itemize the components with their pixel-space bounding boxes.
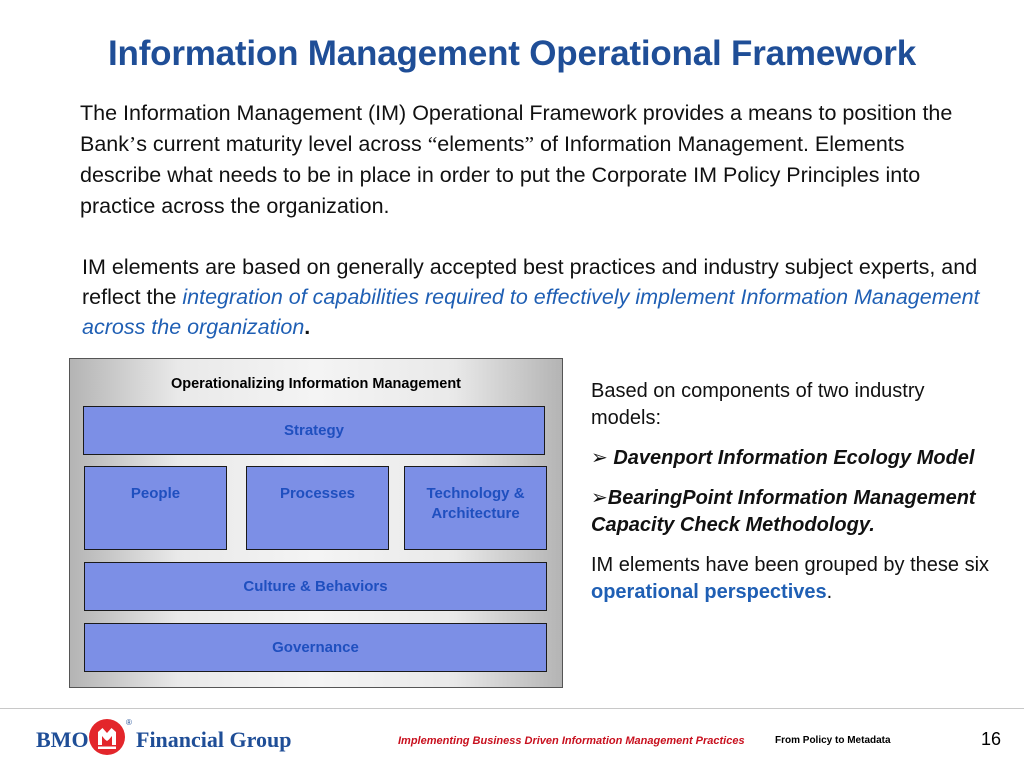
right-quote: ” bbox=[524, 132, 535, 156]
elements-emphasis: integration of capabilities required to effectively implement Information Management across the organization bbox=[82, 285, 980, 339]
culture-behaviors-box bbox=[84, 562, 547, 611]
left-quote: “ bbox=[427, 132, 438, 156]
elements-paragraph bbox=[82, 252, 992, 342]
outro-period: . bbox=[826, 581, 833, 603]
models-outro bbox=[591, 552, 996, 606]
page-number: 16 bbox=[981, 729, 1002, 749]
elements-text-a: IM elements are based on generally accepted best practices and industry subject experts, and reflect the bbox=[82, 255, 978, 309]
intro-text-c: of Information Management. Elements describe what needs to be in place in order to put the Corporate IM Policy Principles into practice across the organization. bbox=[80, 132, 921, 218]
bearingpoint-model: BearingPoint Information Management Capacity Check Methodology. bbox=[591, 487, 976, 536]
models-intro: Based on components of two industry models: bbox=[591, 380, 925, 429]
slide-title: Information Management Operational Framework bbox=[107, 34, 916, 73]
people-box bbox=[84, 466, 227, 550]
strategy-box bbox=[83, 406, 545, 455]
elements-period: . bbox=[304, 315, 311, 339]
models-column bbox=[591, 378, 996, 606]
davenport-model: Davenport Information Ecology Model bbox=[613, 447, 975, 469]
apostrophe: ’ bbox=[129, 132, 137, 156]
processes-label: Processes bbox=[279, 485, 356, 502]
governance-box bbox=[84, 623, 547, 672]
outro-text: IM elements have been grouped by these six bbox=[591, 554, 990, 576]
diagram-title: Operationalizing Information Management bbox=[170, 376, 462, 392]
bmo-roundel-logo bbox=[89, 719, 125, 755]
governance-label: Governance bbox=[272, 639, 359, 656]
bmo-m-icon bbox=[89, 719, 125, 755]
technology-label-line2: Architecture bbox=[431, 505, 520, 522]
culture-label: Culture & Behaviors bbox=[243, 578, 388, 595]
logo-bmo-text: BMO bbox=[36, 727, 89, 752]
intro-text-b: s current maturity level across bbox=[136, 132, 428, 156]
intro-paragraph bbox=[80, 98, 970, 222]
processes-box bbox=[246, 466, 389, 550]
technology-architecture-box bbox=[404, 466, 547, 550]
presentation-subtitle: From Policy to Metadata bbox=[775, 735, 891, 746]
bullet-davenport bbox=[591, 445, 996, 472]
elements-term: elements bbox=[437, 132, 525, 156]
presentation-title: Implementing Business Driven Information Management Practices bbox=[398, 735, 745, 747]
bullet-bearingpoint bbox=[591, 485, 996, 539]
footer-divider bbox=[0, 708, 1024, 709]
operational-perspectives: operational perspectives bbox=[591, 581, 827, 603]
registered-mark: ® bbox=[126, 718, 132, 727]
arrow-bullet-icon: ➢ bbox=[591, 447, 608, 469]
logo-financial-group-text: Financial Group bbox=[136, 727, 292, 752]
people-label: People bbox=[130, 485, 181, 502]
arrow-bullet-icon: ➢ bbox=[591, 487, 608, 509]
technology-label-line1: Technology & bbox=[426, 485, 525, 502]
intro-text-a: The Information Management (IM) Operational Framework provides a means to position the Bank bbox=[80, 101, 953, 156]
framework-diagram bbox=[69, 358, 563, 688]
strategy-label: Strategy bbox=[283, 422, 345, 439]
